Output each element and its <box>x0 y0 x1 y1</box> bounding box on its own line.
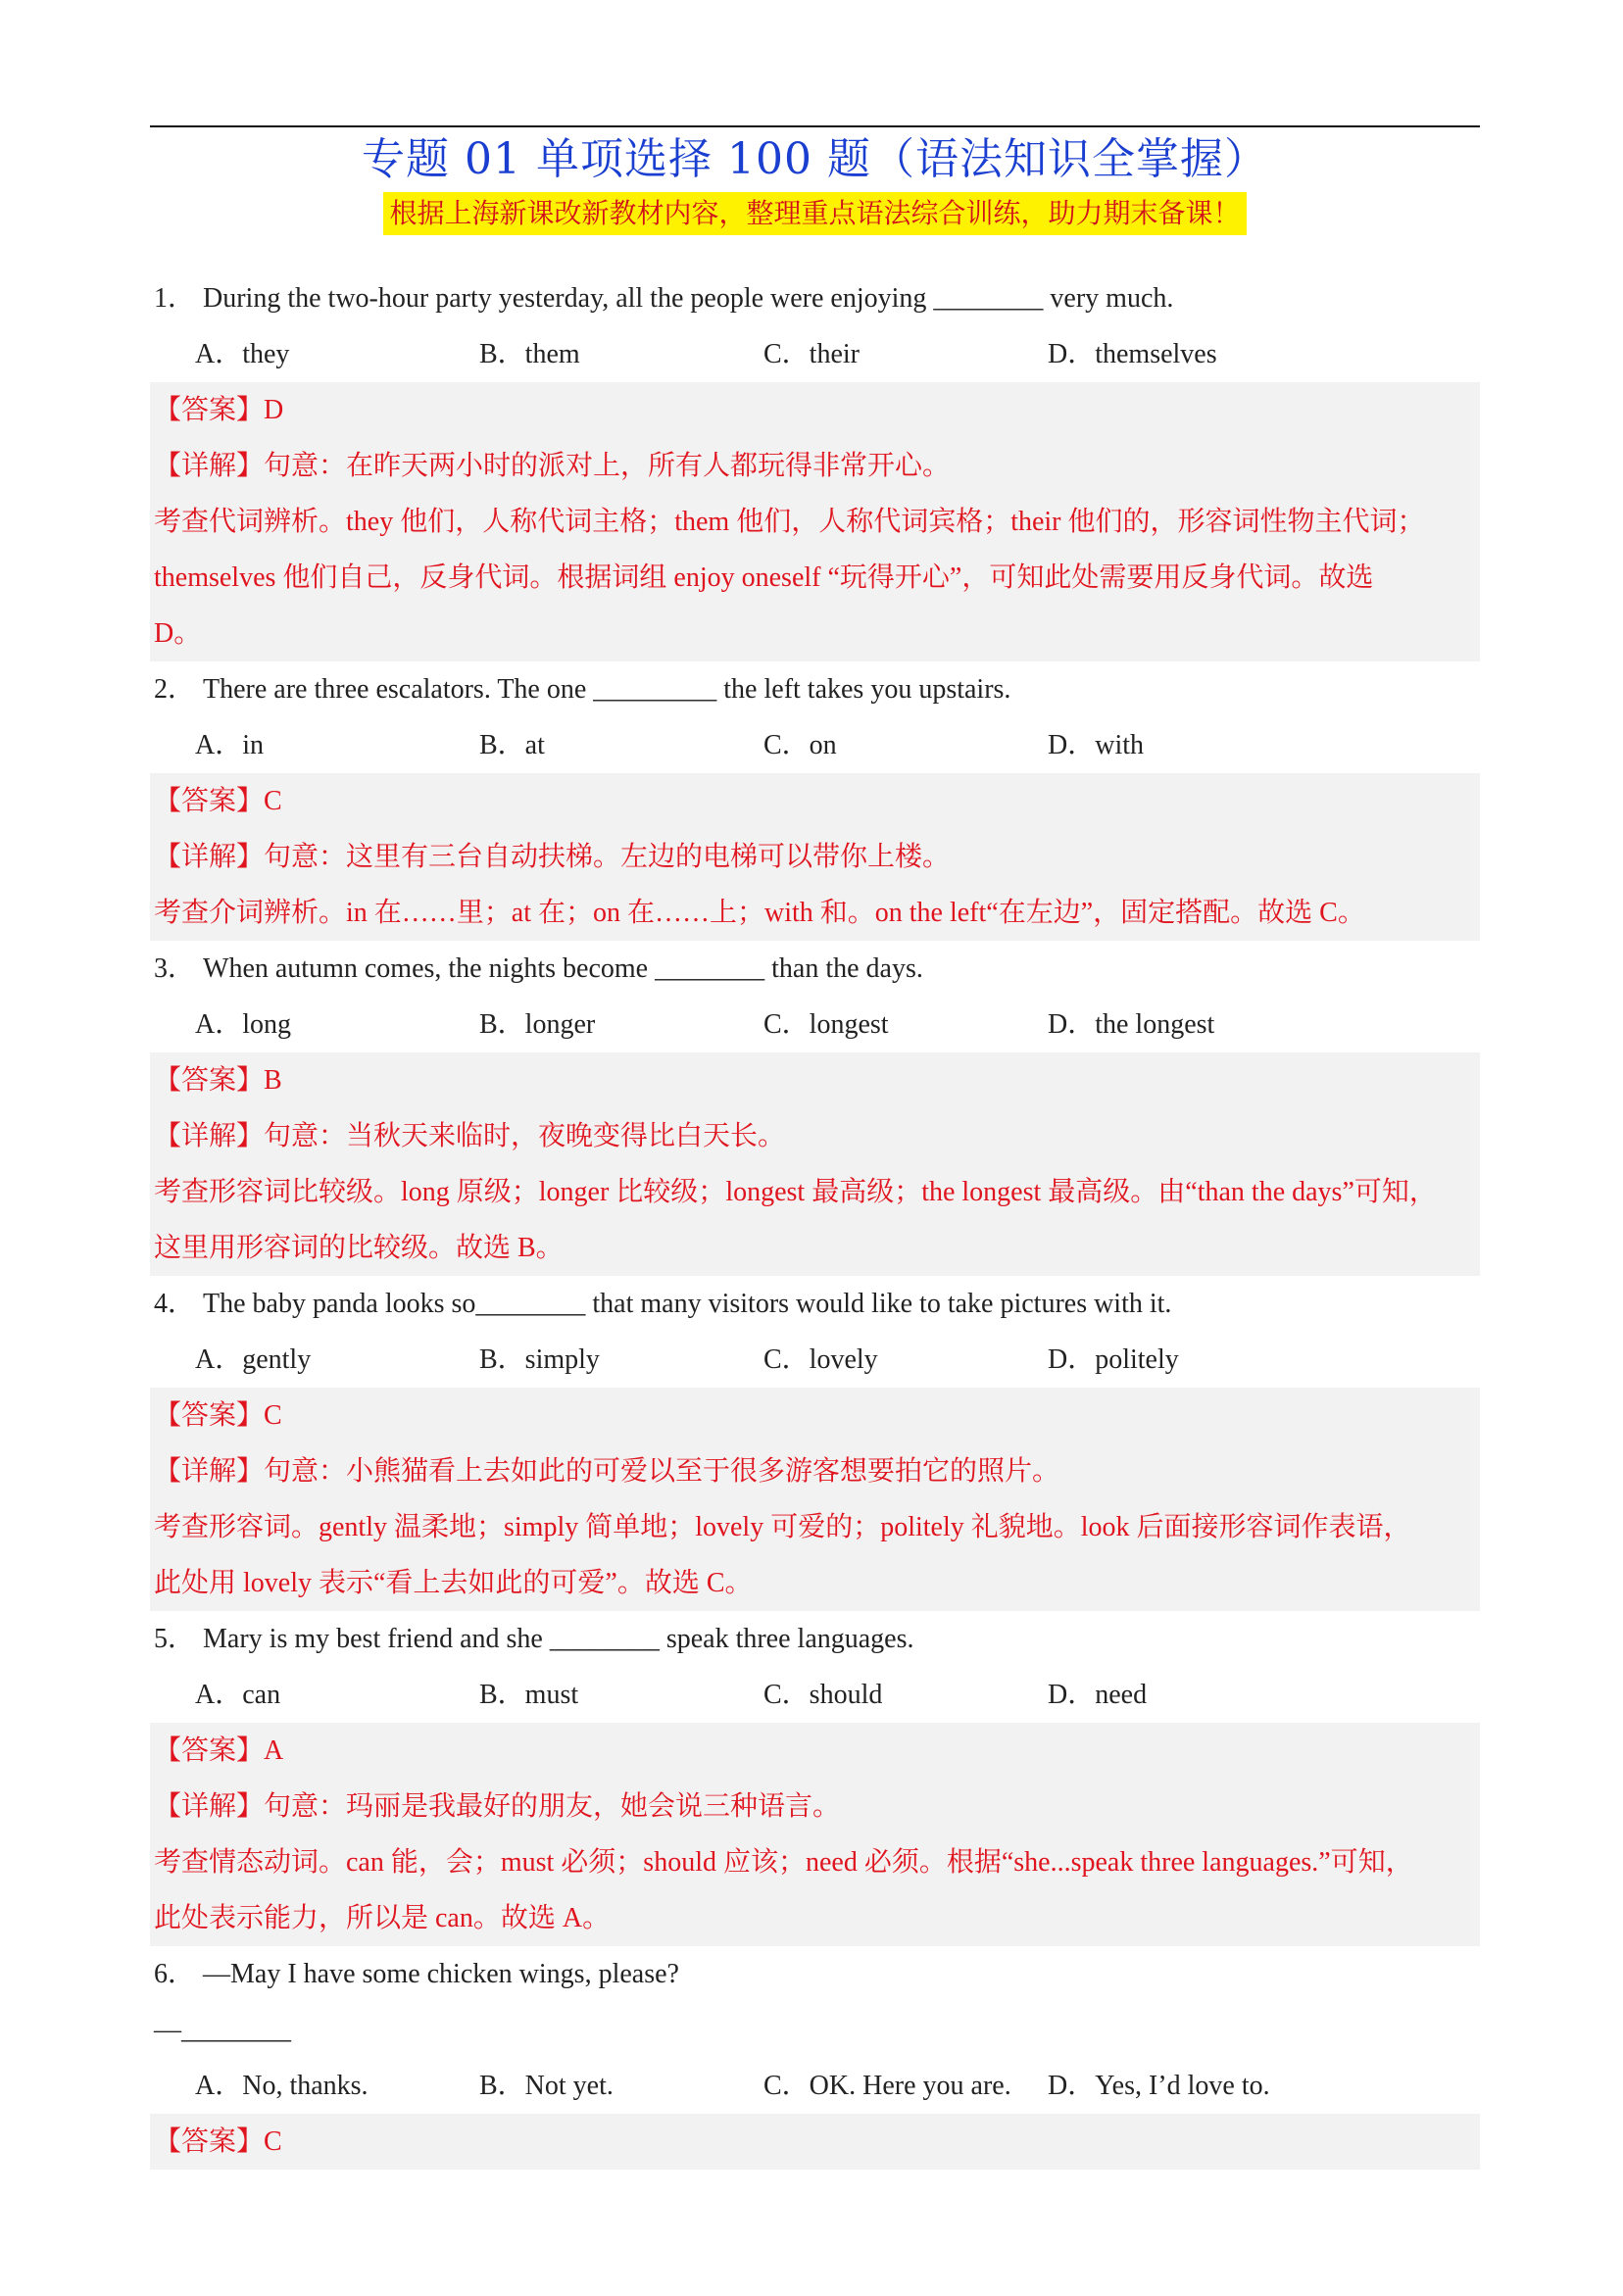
answer-box <box>150 1052 1480 1276</box>
question-item <box>150 270 1480 661</box>
question-text: —May I have some chicken wings, please? <box>203 1959 679 1989</box>
question-number: 5． <box>154 1624 196 1654</box>
dialogue-reply-blank: —________ <box>154 2015 291 2045</box>
option-c: C．OK. Here you are. <box>763 2071 1011 2101</box>
option-row <box>150 326 1480 382</box>
question-text: There are three escalators. The one _________ the left takes you upstairs. <box>203 674 1011 705</box>
option-a: A．long <box>195 1009 292 1040</box>
page-title: 专题 01 单项选择 100 题（语法知识全掌握） <box>362 134 1268 184</box>
question-text: The baby panda looks so________ that many visitors would like to take pictures with it. <box>203 1289 1172 1319</box>
explanation-line: 考查形容词比较级。long 原级；longer 比较级；longest 最高级；the longest 最高级。由“than the days”可知， <box>154 1177 1437 1207</box>
question-stem <box>150 661 1480 717</box>
answer-box <box>150 1388 1480 1611</box>
option-c: C．their <box>763 339 860 369</box>
answer-line: 【答案】A <box>154 1735 284 1766</box>
explanation-line: 【详解】句意：在昨天两小时的派对上，所有人都玩得非常开心。 <box>154 451 951 481</box>
option-a: A．they <box>195 339 290 369</box>
option-d: D．the longest <box>1048 1009 1215 1040</box>
question-text: During the two-hour party yesterday, all the people were enjoying ________ very much. <box>203 283 1174 314</box>
subtitle-wrapper <box>150 192 1480 235</box>
explanation-line: 【详解】句意：当秋天来临时，夜晚变得比白天长。 <box>154 1121 786 1151</box>
question-stem <box>150 1611 1480 1667</box>
option-a: A．gently <box>195 1344 312 1375</box>
question-number: 4． <box>154 1289 196 1319</box>
option-d: D．themselves <box>1048 339 1217 369</box>
question-text: Mary is my best friend and she ________ speak three languages. <box>203 1624 914 1654</box>
question-number: 3． <box>154 953 196 984</box>
explanation-line: 考查形容词。gently 温柔地；simply 简单地；lovely 可爱的；politely 礼貌地。look 后面接形容词作表语， <box>154 1512 1411 1542</box>
answer-line: 【答案】C <box>154 1400 282 1431</box>
question-text: When autumn comes, the nights become ________ than the days. <box>203 953 923 984</box>
question-number: 6． <box>154 1959 196 1989</box>
option-a: A．in <box>195 730 265 760</box>
option-row <box>150 1332 1480 1388</box>
explanation-line: 【详解】句意：这里有三台自动扶梯。左边的电梯可以带你上楼。 <box>154 842 951 872</box>
option-c: C．on <box>763 730 837 760</box>
explanation-line: 这里用形容词的比较级。故选 B。 <box>154 1233 564 1263</box>
option-d: D．with <box>1048 730 1145 760</box>
explanation-line: 此处表示能力，所以是 can。故选 A。 <box>154 1903 611 1933</box>
option-b: B．at <box>479 730 545 760</box>
option-b: B．longer <box>479 1009 596 1040</box>
option-row <box>150 717 1480 773</box>
option-row <box>150 997 1480 1052</box>
question-item <box>150 1946 1480 2170</box>
explanation-line: 考查代词辨析。they 他们，人称代词主格；them 他们，人称代词宾格；their 他们的，形容词性物主代词； <box>154 507 1425 537</box>
question-stem <box>150 270 1480 326</box>
option-b: B．must <box>479 1680 579 1710</box>
question-stem <box>150 1276 1480 1332</box>
answer-line: 【答案】C <box>154 2126 282 2157</box>
option-b: B．them <box>479 339 580 369</box>
page-subtitle: 根据上海新课改新教材内容，整理重点语法综合训练，助力期末备课！ <box>383 192 1246 235</box>
explanation-line: D。 <box>154 618 202 649</box>
answer-box <box>150 773 1480 941</box>
option-row <box>150 1667 1480 1723</box>
explanation-line: themselves 他们自己，反身代词。根据词组 enjoy oneself “玩得开心”，可知此处需要用反身代词。故选 <box>154 562 1374 593</box>
option-c: C．lovely <box>763 1344 878 1375</box>
question-item <box>150 1611 1480 1946</box>
question-number: 2． <box>154 674 196 705</box>
option-c: C．longest <box>763 1009 889 1040</box>
explanation-line: 此处用 lovely 表示“看上去如此的可爱”。故选 C。 <box>154 1568 753 1598</box>
question-item <box>150 1276 1480 1611</box>
explanation-line: 【详解】句意：小熊猫看上去如此的可爱以至于很多游客想要拍它的照片。 <box>154 1456 1060 1487</box>
question-number: 1． <box>154 283 196 314</box>
question-stem <box>150 941 1480 997</box>
document-page <box>150 125 1480 2170</box>
question-item <box>150 941 1480 1276</box>
option-c: C．should <box>763 1680 883 1710</box>
question-list <box>150 270 1480 2170</box>
question-stem <box>150 1946 1480 2002</box>
option-a: A．can <box>195 1680 281 1710</box>
answer-box <box>150 2114 1480 2170</box>
explanation-line: 【详解】句意：玛丽是我最好的朋友，她会说三种语言。 <box>154 1791 841 1822</box>
answer-line: 【答案】B <box>154 1065 282 1096</box>
question-item <box>150 661 1480 941</box>
option-d: D．need <box>1048 1680 1148 1710</box>
option-d: D．politely <box>1048 1344 1179 1375</box>
explanation-line: 考查介词辨析。in 在……里；at 在；on 在……上；with 和。on the left“在左边”，固定搭配。故选 C。 <box>154 898 1365 928</box>
header-rule <box>150 125 1480 127</box>
option-a: A．No, thanks. <box>195 2071 369 2101</box>
answer-box <box>150 1723 1480 1946</box>
answer-line: 【答案】C <box>154 786 282 816</box>
option-b: B．simply <box>479 1344 600 1375</box>
option-b: B．Not yet. <box>479 2071 614 2101</box>
explanation-line: 考查情态动词。can 能，会；must 必须；should 应该；need 必须。根据“she...speak three languages.”可知， <box>154 1847 1413 1878</box>
answer-box <box>150 382 1480 661</box>
option-row <box>150 2058 1480 2114</box>
option-d: D．Yes, I’d love to. <box>1048 2071 1270 2101</box>
answer-line: 【答案】D <box>154 395 284 425</box>
